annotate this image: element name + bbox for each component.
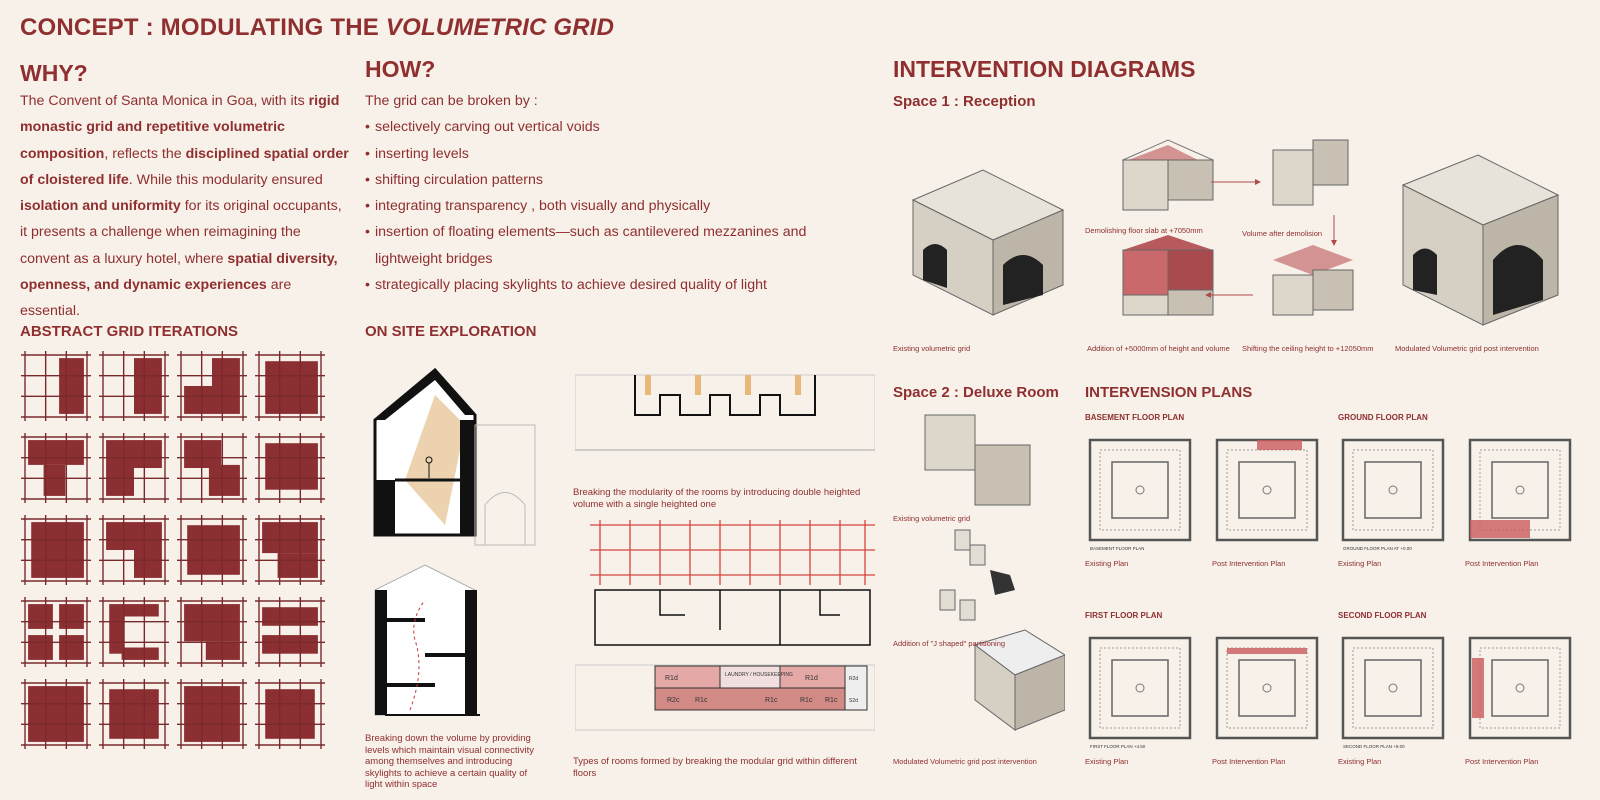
how-item: • inserting levels: [365, 141, 825, 167]
page-title: [20, 14, 614, 42]
room-label: R1d: [805, 675, 818, 682]
s2-caption-modulated: Modulated Volumetric grid post intervention: [893, 757, 1037, 766]
floor-plan-drawing: [1090, 440, 1190, 540]
how-item: • selectively carving out vertical voids: [365, 114, 825, 140]
floor-plan-drawing: [1470, 440, 1570, 540]
grid-iteration-sketch: [255, 515, 325, 585]
room-label: S2d: [849, 698, 858, 704]
plan-ground-title: GROUND FLOOR PLAN: [1338, 413, 1428, 422]
why-emphasis: isolation and uniformity: [20, 198, 181, 215]
room-label: R2c: [667, 697, 680, 704]
how-heading: HOW?: [365, 56, 436, 82]
section-sketch-skylight: [365, 365, 545, 555]
plan-caption: Existing Plan: [1085, 757, 1129, 766]
why-emphasis: disciplined spatial order of cloistered life: [20, 145, 349, 188]
why-text-segment: The Convent of Santa Monica in Goa, with its: [20, 93, 309, 109]
room-label: R2d: [849, 676, 859, 682]
grid-iteration-sketch: [255, 351, 325, 421]
intervention-heading: INTERVENTION DIAGRAMS: [893, 56, 1196, 82]
grid-iteration-sketch: [177, 597, 247, 667]
plan-caption: Post Intervention Plan: [1212, 757, 1286, 766]
floor-plan-drawing: [1470, 638, 1570, 738]
space2-diagrams: [915, 405, 1065, 755]
how-intro: The grid can be broken by :: [365, 93, 538, 109]
why-text-segment: are essential.: [20, 277, 292, 320]
room-label: R1d: [665, 675, 678, 682]
plan-inner-label: SECOND FLOOR PLAN +9.00: [1343, 744, 1405, 749]
grid-iteration-sketch: [99, 433, 169, 503]
onsite-caption-levels: Breaking down the volume by providing levels which maintain visual connectivity among themselves and introducing skylights to achieve a certain quality of light within space: [365, 733, 534, 790]
room-label: R1c: [800, 697, 813, 704]
plan-caption: Existing Plan: [1085, 559, 1129, 568]
floor-plan-drawing: [1090, 638, 1190, 738]
why-emphasis: spatial diversity, openness, and dynamic experiences: [20, 250, 338, 294]
plan-first-title: FIRST FLOOR PLAN: [1085, 611, 1163, 620]
why-heading: WHY?: [20, 60, 88, 86]
grid-iteration-sketch: [255, 679, 325, 749]
plan-caption: Post Intervention Plan: [1465, 757, 1539, 766]
space1-heading: Space 1 : Reception: [893, 93, 1036, 110]
grid-iteration-sketch: [21, 515, 91, 585]
why-text-segment: , reflects the: [104, 145, 186, 162]
room-label: R1c: [695, 697, 708, 704]
plan-inner-label: BASEMENT FLOOR PLAN: [1090, 546, 1145, 551]
grid-iteration-sketch: [177, 679, 247, 749]
s2-caption-existing: Existing volumetric grid: [893, 514, 971, 523]
iso-block-existing: [913, 170, 1063, 315]
s1-caption-addition: Addition of +5000mm of height and volume: [1087, 344, 1230, 353]
section-long-double-height: [575, 370, 875, 455]
abstract-heading: ABSTRACT GRID ITERATIONS: [20, 323, 239, 340]
floor-plan-drawing: [1343, 638, 1443, 738]
space2-heading: Space 2 : Deluxe Room: [893, 384, 1059, 401]
s2-caption-addition: Addition of "J shaped" partitioning: [893, 639, 1006, 648]
title-text: CONCEPT : MODULATING THE: [20, 14, 386, 41]
how-item: • strategically placing skylights to achieve desired quality of light: [365, 272, 825, 298]
plan-inner-label: FIRST FLOOR PLAN +4.50: [1090, 744, 1146, 749]
grid-iteration-sketch: [177, 433, 247, 503]
floor-plan-drawing: [1217, 440, 1317, 540]
s1-caption-after: Volume after demolision: [1242, 229, 1323, 238]
onsite-heading: ON SITE EXPLORATION: [365, 323, 537, 340]
grid-iteration-sketch: [255, 433, 325, 503]
onsite-caption-room-types: Types of rooms formed by breaking the modular grid within different floors: [573, 756, 857, 779]
abstract-grid-sketches: [20, 350, 350, 770]
why-emphasis: rigid monastic grid and repetitive volumetric composition: [20, 93, 340, 162]
plan-caption: Post Intervention Plan: [1465, 559, 1539, 568]
s1-caption-shifting: Shifting the ceiling height to +12050mm: [1242, 344, 1374, 353]
plan-inner-label: GROUND FLOOR PLAN AT +0.00: [1343, 546, 1412, 551]
room-grid-plan: [590, 520, 875, 650]
room-label: LAUNDRY / HOUSEKEEPING: [725, 672, 793, 678]
grid-iteration-sketch: [255, 597, 325, 667]
floor-plan-drawing: [1343, 440, 1443, 540]
grid-iteration-sketch: [21, 433, 91, 503]
why-text-segment: for its original occupants, it presents a challenge when reimagining the convent as a luxury hotel, where: [20, 198, 342, 267]
how-item: • integrating transparency , both visually and physically: [365, 193, 825, 219]
grid-iteration-sketch: [99, 351, 169, 421]
s1-caption-demolish: Demolishing floor slab at +7050mm: [1085, 226, 1203, 235]
section-sketch-levels: [365, 560, 545, 720]
plan-caption: Existing Plan: [1338, 757, 1382, 766]
onsite-caption-double-height: Breaking the modularity of the rooms by introducing double heighted volume with a single heighted one: [573, 487, 861, 510]
room-types-section: [575, 660, 875, 735]
s1-caption-existing: Existing volumetric grid: [893, 344, 971, 353]
grid-iteration-sketch: [177, 351, 247, 421]
why-text-segment: . While this modularity ensured: [128, 171, 323, 188]
title-emphasis: VOLUMETRIC GRID: [385, 14, 615, 41]
room-label: R1c: [765, 697, 778, 704]
grid-iteration-sketch: [99, 597, 169, 667]
intervention-plans: [1085, 430, 1595, 760]
s1-caption-modulated: Modulated Volumetric grid post intervention: [1395, 344, 1539, 353]
plan-second-title: SECOND FLOOR PLAN: [1338, 611, 1427, 620]
grid-iteration-sketch: [21, 351, 91, 421]
grid-iteration-sketch: [99, 515, 169, 585]
grid-iteration-sketch: [21, 597, 91, 667]
plans-heading: INTERVENSION PLANS: [1085, 384, 1253, 401]
plan-caption: Existing Plan: [1338, 559, 1382, 568]
plan-basement-title: BASEMENT FLOOR PLAN: [1085, 413, 1185, 422]
grid-iteration-sketch: [177, 515, 247, 585]
how-item: • shifting circulation patterns: [365, 167, 825, 193]
how-list: [365, 88, 825, 298]
room-label: R1c: [825, 697, 838, 704]
grid-iteration-sketch: [99, 679, 169, 749]
grid-iteration-sketch: [21, 679, 91, 749]
floor-plan-drawing: [1217, 638, 1317, 738]
why-paragraph: [20, 88, 350, 325]
how-item: • insertion of floating elements—such as cantilevered mezzanines and lightweight bridges: [365, 219, 825, 272]
plan-caption: Post Intervention Plan: [1212, 559, 1286, 568]
